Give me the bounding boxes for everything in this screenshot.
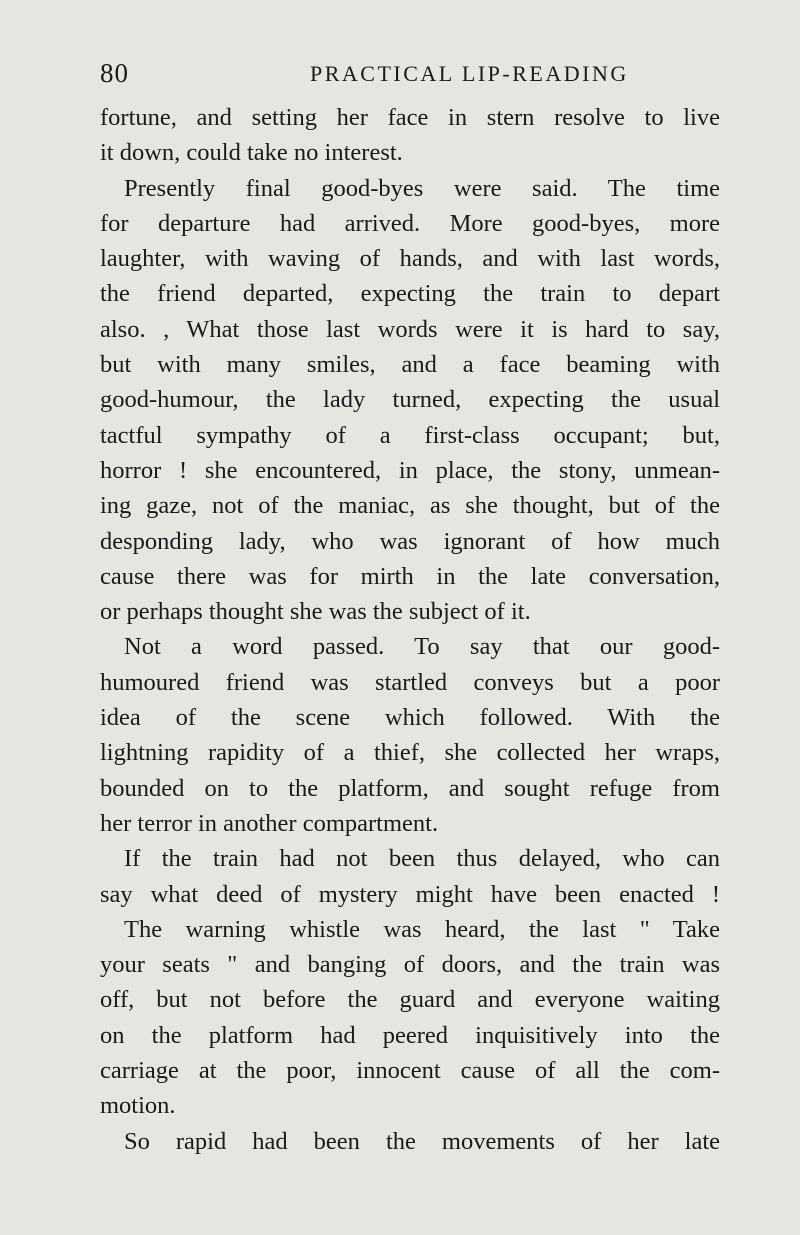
text-line: The warning whistle was heard, the last " Take [124,915,720,943]
text-line: horror ! she encountered, in place, the stony, unmean- [100,456,720,484]
text-line: lightning rapidity of a thief, she collected her wraps, [100,739,720,767]
text-line: say what deed of mystery might have been enacted ! [100,880,720,908]
text-line: for departure had arrived. More good-byes, more [100,209,720,237]
text-line: tactful sympathy of a first-class occupant; but, [100,421,720,449]
text-line: on the platform had peered inquisitively into the [100,1021,720,1049]
text-line: but with many smiles, and a face beaming with [100,351,720,379]
text-line: So rapid had been the movements of her late [124,1127,720,1155]
body-text [100,100,720,1159]
running-title: PRACTICAL LIP-READING [310,61,629,86]
text-line: or perhaps thought she was the subject of it. [100,598,531,626]
text-line: your seats " and banging of doors, and the train was [100,951,720,979]
text-line: Not a word passed. To say that our good- [124,633,720,661]
text-line: her terror in another compartment. [100,809,439,837]
text-line: it down, could take no interest. [100,139,403,167]
page-number: 80 [100,58,129,88]
running-head [100,58,720,88]
text-line: laughter, with waving of hands, and with last words, [100,245,720,273]
text-line: good-humour, the lady turned, expecting the usual [100,386,720,414]
text-line: cause there was for mirth in the late conversation, [100,562,720,590]
text-line: bounded on to the platform, and sought refuge from [100,774,720,802]
text-line: off, but not before the guard and everyone waiting [100,986,720,1014]
text-line: ing gaze, not of the maniac, as she thought, but of the [100,492,720,520]
text-line: the friend departed, expecting the train to depart [100,280,720,308]
text-line: humoured friend was startled conveys but a poor [100,668,720,696]
text-line: desponding lady, who was ignorant of how much [100,527,720,555]
text-line: fortune, and setting her face in stern resolve to live [100,104,720,131]
text-line: idea of the scene which followed. With the [100,704,720,732]
text-line: also. , What those last words were it is hard to say, [100,315,720,343]
text-line: Presently final good-byes were said. The time [124,174,720,202]
text-line: If the train had not been thus delayed, who can [124,845,720,873]
text-line: carriage at the poor, innocent cause of all the com- [100,1057,720,1085]
text-line: motion. [100,1092,176,1120]
